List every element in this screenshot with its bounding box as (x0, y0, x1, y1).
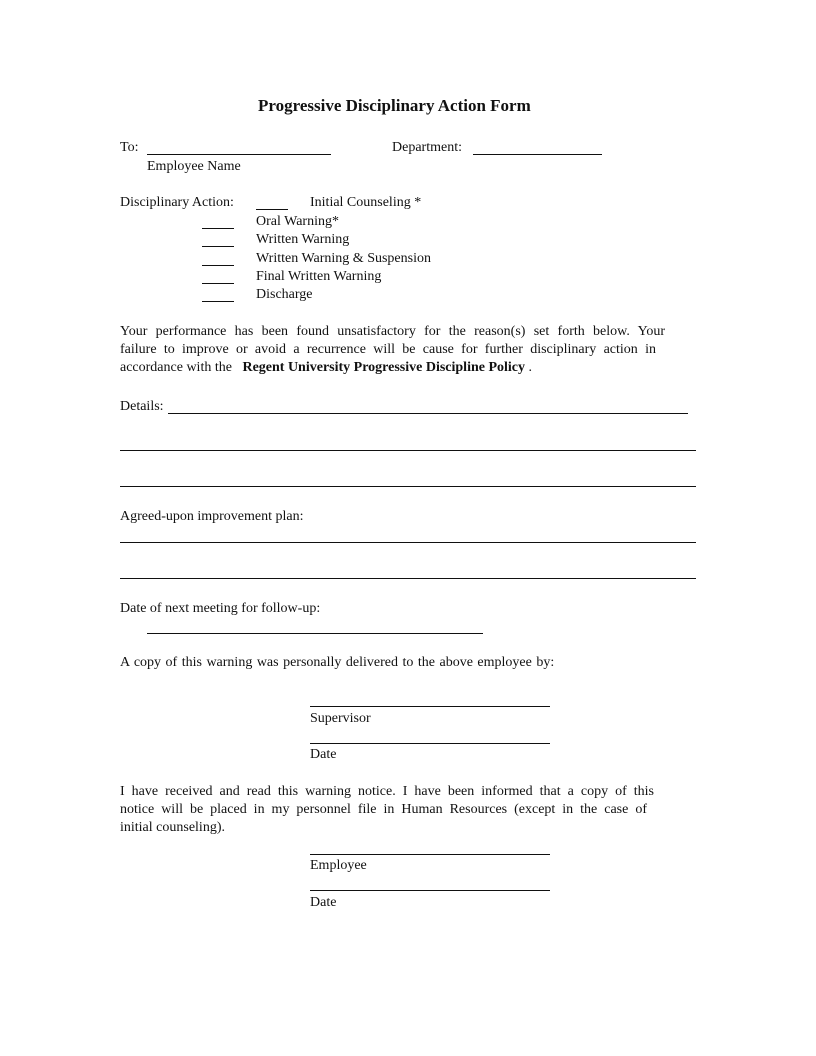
supervisor-label: Supervisor (310, 711, 371, 726)
checkbox-written-warning-suspension[interactable] (202, 265, 234, 266)
department-field[interactable] (473, 154, 602, 155)
performance-line-3 (120, 359, 665, 377)
employee-date-field[interactable] (310, 890, 550, 891)
acknowledgement-line-2: notice will be placed in my personnel file in Human Resources (except in the case of (120, 802, 647, 817)
checkbox-final-written-warning[interactable] (202, 283, 234, 284)
employee-signature-field[interactable] (310, 854, 550, 855)
details-label: Details: (120, 399, 164, 414)
checkbox-oral-warning[interactable] (202, 228, 234, 229)
option-discharge: Discharge (256, 287, 313, 302)
details-line-3[interactable] (120, 486, 696, 487)
option-final-written-warning: Final Written Warning (256, 269, 382, 284)
supervisor-date-label: Date (310, 747, 337, 762)
page-title: Progressive Disciplinary Action Form (258, 96, 531, 115)
details-line-2[interactable] (120, 450, 696, 451)
checkbox-written-warning[interactable] (202, 246, 234, 247)
option-oral-warning: Oral Warning* (256, 214, 339, 229)
option-written-warning-suspension: Written Warning & Suspension (256, 251, 431, 266)
checkbox-initial-counseling[interactable] (256, 209, 288, 210)
improvement-plan-label: Agreed-upon improvement plan: (120, 509, 304, 524)
improvement-line-1[interactable] (120, 542, 696, 543)
improvement-line-2[interactable] (120, 578, 696, 579)
performance-line-2: failure to improve or avoid a recurrence will be cause for further disciplinary action in (120, 342, 656, 357)
performance-line-3-suffix: . (528, 360, 533, 375)
next-meeting-label: Date of next meeting for follow-up: (120, 601, 321, 616)
policy-name: Regent University Progressive Discipline Policy (242, 360, 526, 375)
performance-line-1: Your performance has been found unsatisfactory for the reason(s) set forth below. Your (120, 324, 665, 339)
employee-name-label: Employee Name (147, 159, 241, 174)
copy-delivered-text: A copy of this warning was personally delivered to the above employee by: (120, 655, 555, 670)
checkbox-discharge[interactable] (202, 301, 234, 302)
next-meeting-field[interactable] (147, 633, 483, 634)
employee-label: Employee (310, 858, 367, 873)
to-label: To: (120, 140, 139, 155)
supervisor-signature-field[interactable] (310, 706, 550, 707)
option-initial-counseling: Initial Counseling * (310, 195, 422, 210)
disciplinary-action-label: Disciplinary Action: (120, 195, 234, 210)
acknowledgement-line-3: initial counseling). (120, 820, 225, 835)
performance-paragraph (120, 323, 665, 377)
acknowledgement-paragraph (120, 783, 654, 837)
acknowledgement-line-1: I have received and read this warning notice. I have been informed that a copy of this (120, 784, 654, 799)
employee-date-label: Date (310, 895, 337, 910)
option-written-warning: Written Warning (256, 232, 350, 247)
performance-line-3-prefix: accordance with the (120, 360, 232, 375)
details-line-1[interactable] (168, 413, 688, 414)
department-label: Department: (392, 140, 462, 155)
supervisor-date-field[interactable] (310, 743, 550, 744)
employee-name-field[interactable] (147, 154, 331, 155)
